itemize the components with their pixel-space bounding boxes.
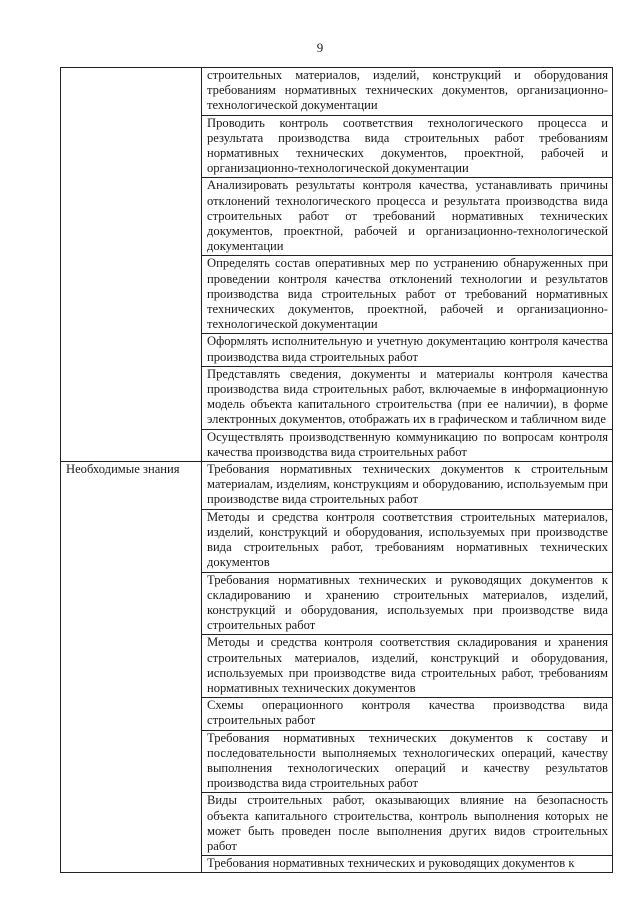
row-text: Осуществлять производственную коммуникацию по вопросам контроля качества производства вида строительных работ xyxy=(202,429,613,461)
row-text: Виды строительных работ, оказывающих влияние на безопасность объекта капитального строительства, контроль выполнения которых не может быть проведен после выполнения других видов строительных работ xyxy=(202,793,613,856)
row-text: Требования нормативных технических и руководящих документов к xyxy=(202,856,613,873)
page-number: 9 xyxy=(316,40,324,55)
requirements-table xyxy=(60,67,613,873)
row-text: Анализировать результаты контроля качества, устанавливать причины отклонений технологического процесса и результата производства вида строительных работ от требований нормативных технических документов, проектной, рабочей и организационно-технологической документации xyxy=(202,178,613,256)
row-label xyxy=(61,68,202,462)
table-row xyxy=(61,68,613,116)
row-text: Оформлять исполнительную и учетную документацию контроля качества производства вида строительных работ xyxy=(202,334,613,366)
row-text: Схемы операционного контроля качества производства вида строительных работ xyxy=(202,698,613,730)
row-text: Требования нормативных технических и руководящих документов к складированию и хранению строительных материалов, изделий, конструкций и оборудования, используемых при производстве вида строительных работ xyxy=(202,572,613,635)
row-text: Требования нормативных технических документов к строительным материалам, изделиям, конструкциям и оборудованию, используемым при производстве вида строительных работ xyxy=(202,462,613,510)
row-text: Требования нормативных технических документов к составу и последовательности выполняемых технологических операций, качеству выполнения технологических операций и качеству результатов производства вида строительных работ xyxy=(202,730,613,793)
row-text: Определять состав оперативных мер по устранению обнаруженных при проведении контроля качества отклонений технологии и результатов производства вида строительных работ от требований нормативных технических документов, проектной, рабочей и организационно-технологической документации xyxy=(202,256,613,334)
section-label-knowledge: Необходимые знания xyxy=(61,462,202,873)
row-text: Методы и средства контроля соответствия строительных материалов, изделий, конструкций и оборудования, используемых при производстве вида строительных работ, требованиям нормативных технических документов xyxy=(202,509,613,572)
row-text: Методы и средства контроля соответствия складирования и хранения строительных материалов, изделий, конструкций и оборудования, используемых при производстве вида строительных работ, требованиям нормативных технических документов xyxy=(202,635,613,698)
row-text: строительных материалов, изделий, конструкций и оборудования требованиям нормативных технических документов, организационно-технологической документации xyxy=(202,68,613,116)
table-row xyxy=(61,462,613,510)
row-text: Проводить контроль соответствия технологического процесса и результата производства вида строительных работ требованиям нормативных технических документов, проектной, рабочей и организационно-технологической документации xyxy=(202,115,613,178)
row-text: Представлять сведения, документы и материалы контроля качества производства вида строительных работ, включаемые в информационную модель объекта капитального строительства (при ее наличии), в форме электронных документов, отображать их в графическом и табличном виде xyxy=(202,366,613,429)
